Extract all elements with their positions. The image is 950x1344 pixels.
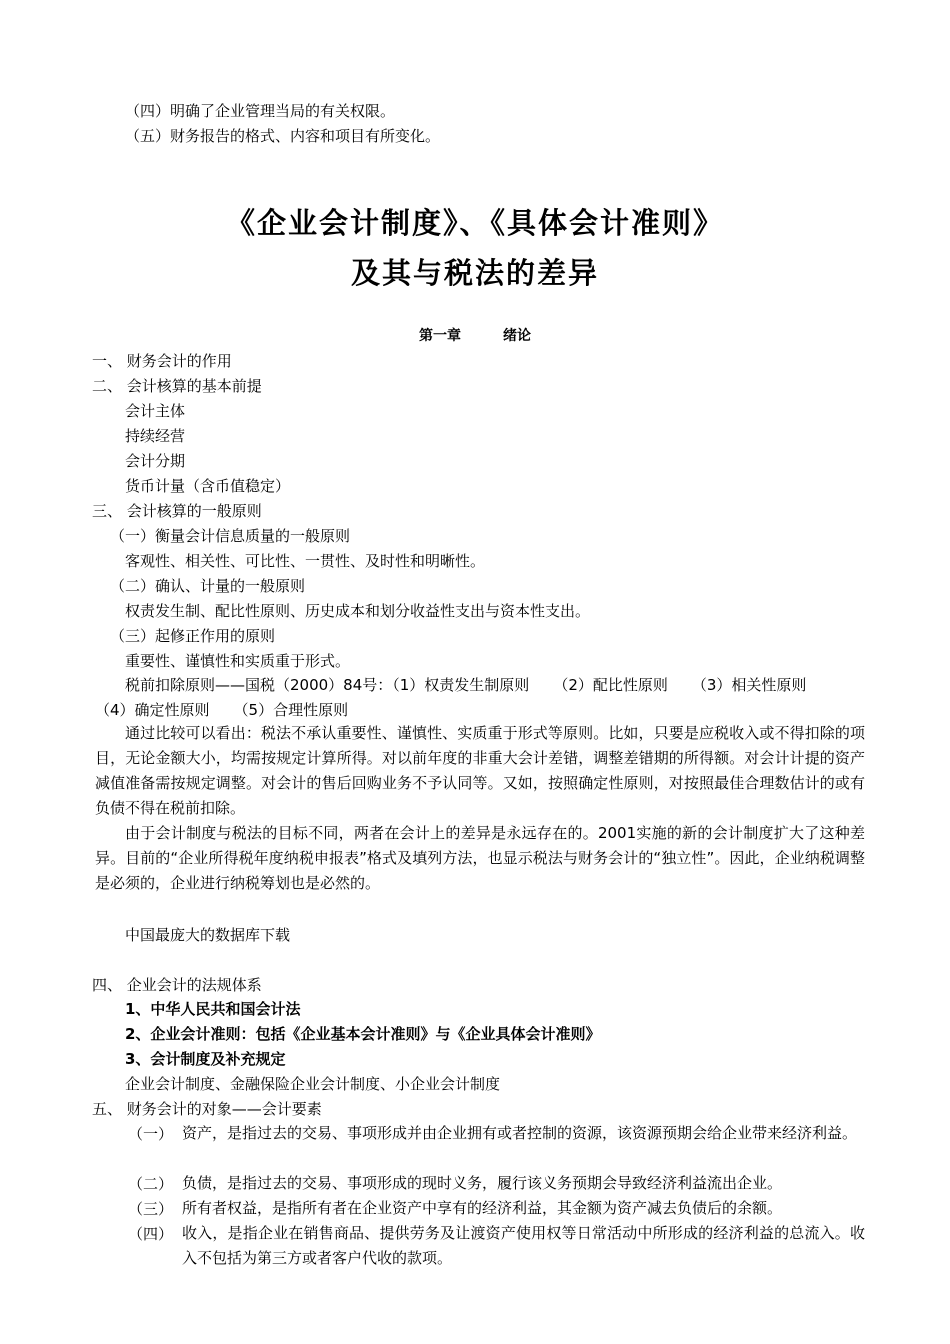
difference-paragraph: 由于会计制度与税法的目标不同，两者在会计上的差异是永远存在的。2001实施的新的会计制度扩大了这种差异。目前的“企业所得税年度纳税申报表”格式及填列方法，也显示税法与财务会计的“独立性”。因此，企业纳税调整是必须的，企业进行纳税筹划也是必然的。 [95,824,865,892]
principle-subheading-1: （一）衡量会计信息质量的一般原则 [110,527,351,545]
tax-principle: （3）相关性原则 [691,676,807,694]
principle-subheading-2: （二）确认、计量的一般原则 [110,577,306,595]
principle-subheading-3: （三）起修正作用的原则 [110,627,276,645]
document-title-line-1: 《企业会计制度》、《具体会计准则》 [225,206,724,240]
regulation-item: 2、企业会计准则：包括《企业基本会计准则》与《企业具体会计准则》 [125,1025,601,1043]
section-1-heading: 一、 财务会计的作用 [92,352,232,370]
tax-principle: （1）权责发生制原则 [392,676,530,694]
regulation-item: 3、会计制度及补充规定 [125,1050,286,1068]
premise-item: 会计主体 [125,402,186,420]
chapter-heading: 第一章 绪论 [419,328,531,344]
premise-item: 货币计量（含币值稳定） [125,477,291,495]
section-3-heading: 三、 会计核算的一般原则 [92,502,262,520]
tax-principles-lead: 税前扣除原则——国税（2000）84号： [125,676,393,694]
element-definition-liabilities: 负债，是指过去的交易、事项形成的现时义务，履行该义务预期会导致经济利益流出企业。 [182,1174,783,1192]
regulation-item: 1、中华人民共和国会计法 [125,1000,301,1018]
intro-item-5: （五）财务报告的格式、内容和项目有所变化。 [125,127,441,145]
premise-item: 会计分期 [125,452,186,470]
intro-item-4: （四）明确了企业管理当局的有关权限。 [125,102,396,120]
tax-principle: （2）配比性原则 [553,676,668,694]
element-definition-equity: 所有者权益，是指所有者在企业资产中享有的经济利益，其金额为资产减去负债后的余额。 [182,1199,783,1217]
element-number: （四） [128,1225,174,1243]
element-number: （一） [128,1125,174,1143]
document-title-line-2: 及其与税法的差异 [350,256,599,290]
comparison-paragraph: 通过比较可以看出：税法不承认重要性、谨慎性、实质重于形式等原则。比如，只要是应税收入或不得扣除的项目，无论金额大小，均需按规定计算所得。对以前年度的非重大会计差错，调整差错期的所得额。对会计计提的资产减值准备需按规定调整。对会计的售后回购业务不予认同等。又如，按照确定性原则，对按照最佳合理数估计的或有负债不得在税前扣除。 [95,724,865,817]
element-definition-revenue: 收入，是指企业在销售商品、提供劳务及让渡资产使用权等日常活动中所形成的经济利益的总流入。收入不包括为第三方或者客户代收的款项。 [182,1224,865,1267]
section-5-heading: 五、 财务会计的对象——会计要素 [92,1100,322,1118]
section-2-heading: 二、 会计核算的基本前提 [92,377,262,395]
premise-item: 持续经营 [125,427,186,445]
section-4-heading: 四、 企业会计的法规体系 [92,976,262,994]
tax-principle: （5）合理性原则 [233,701,349,719]
element-number: （三） [128,1200,174,1218]
element-definition-assets: 资产，是指过去的交易、事项形成并由企业拥有或者控制的资源，该资源预期会给企业带来经济利益。 [182,1124,858,1142]
principle-text-2: 权责发生制、配比性原则、历史成本和划分收益性支出与资本性支出。 [125,602,591,620]
principle-text-1: 客观性、相关性、可比性、一贯性、及时性和明晰性。 [125,552,486,570]
principle-text-3: 重要性、谨慎性和实质重于形式。 [125,652,351,670]
tax-deduction-principles-cont [95,700,348,720]
tax-principle: （4）确定性原则 [95,701,210,719]
tax-deduction-principles [125,675,806,695]
download-note: 中国最庞大的数据库下载 [125,926,291,944]
element-number: （二） [128,1175,174,1193]
accounting-systems: 企业会计制度、金融保险企业会计制度、小企业会计制度 [125,1075,501,1093]
